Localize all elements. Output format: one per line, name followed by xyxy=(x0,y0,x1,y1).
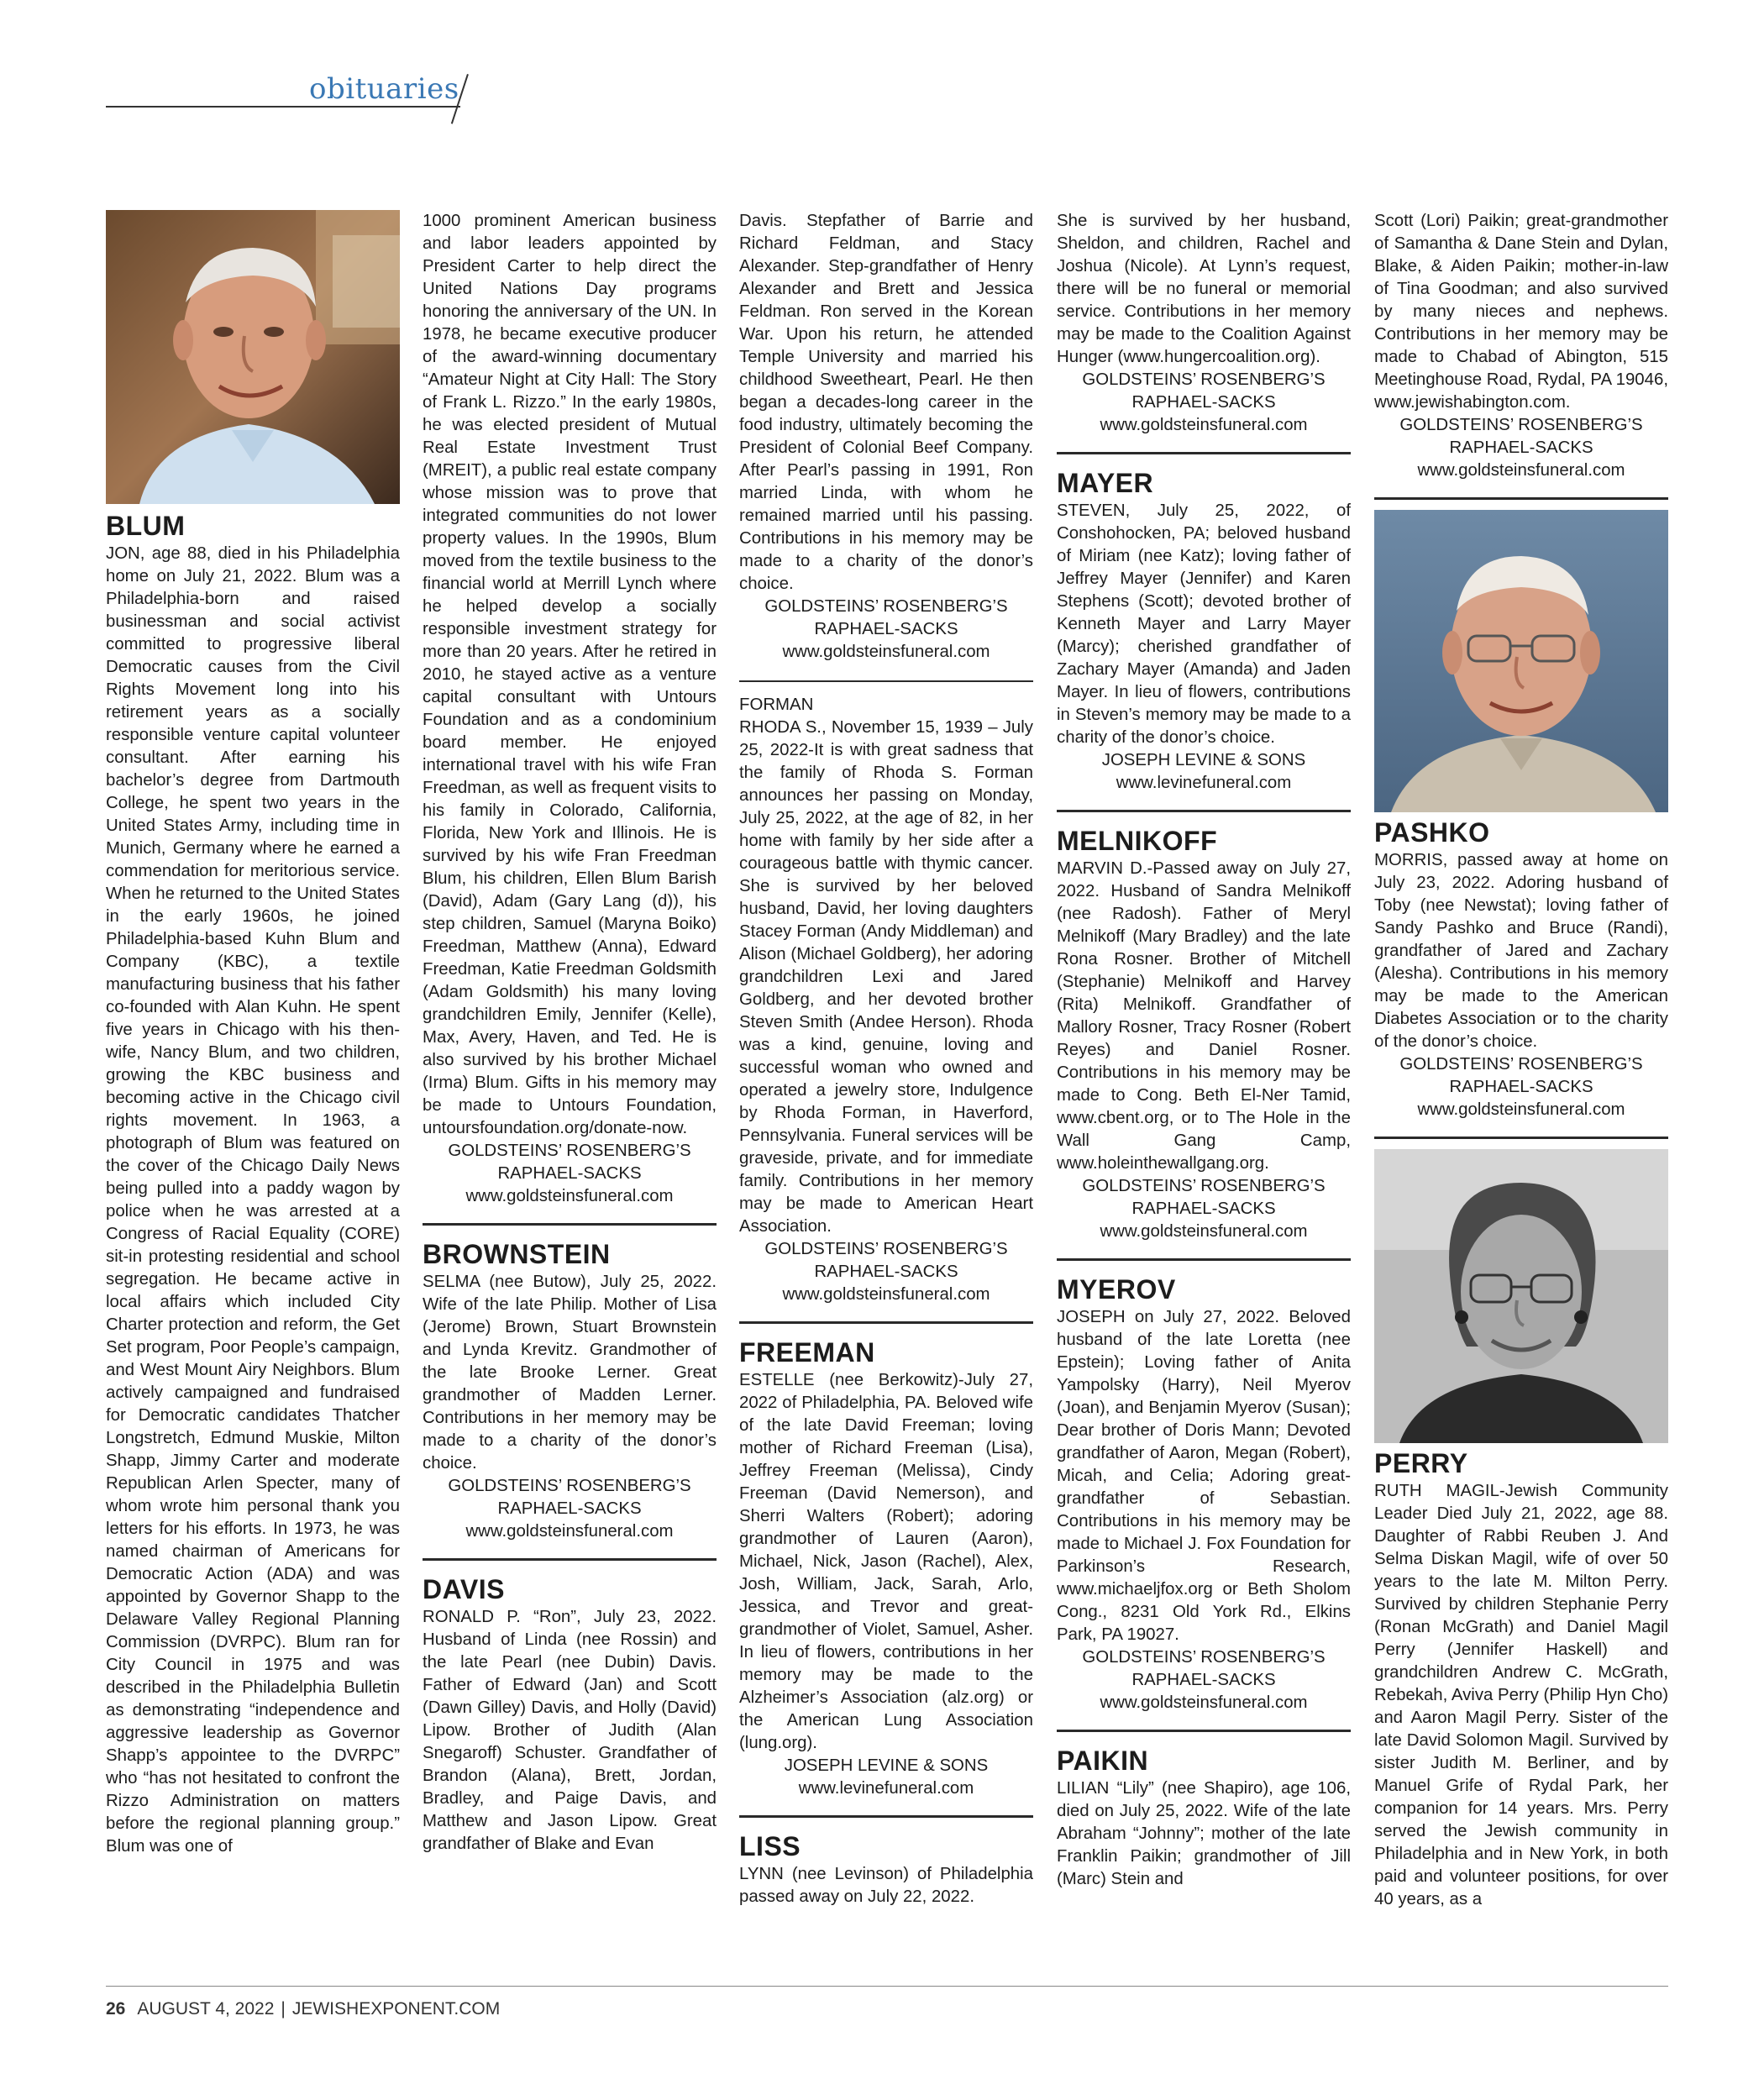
obit-divider xyxy=(1057,810,1351,812)
obit-text: JOSEPH on July 27, 2022. Beloved husband of the late Loretta (nee Epstein); Loving father of Anita Yampolsky (Harry), Neil Myerov (Joan), and Benjamin Myerov (Susan); Dear brother of Doris Mann; Devoted grandfather of Aaron, Megan (Robert), Micah, and Celia; Adoring great-grandfather of Sebastian. Contributions in his memory may be made to Michael J. Fox Foundation for Parkinson’s Research, www.michaeljfox.org or Beth Sholom Cong., 8231 Old York Rd., Elkins Park, PA 19027. xyxy=(1057,1308,1351,1644)
obit-paikin xyxy=(1057,1746,1351,1891)
perry-photo xyxy=(1374,1149,1668,1443)
obit-divider xyxy=(1374,497,1668,500)
column-1 xyxy=(106,210,400,1858)
obit-text: ESTELLE (nee Berkowitz)-July 27, 2022 of Philadelphia, PA. Beloved wife of the late David Freeman; loving mother of Richard Freeman (Lisa), Jeffrey Freeman (Melissa), Cindy Freeman (David Nemerson), and Sherri Walters (Robert); adoring grandmother of Lauren (Aaron), Michael, Nick, Jason (Rachel), Alex, Josh, William, Jack, Sarah, Arlo, Jessica, and Trevor and great-grandmother of Violet, Samuel, Asher. In lieu of flowers, contributions in her memory may be made to the Alzheimer’s Association (alz.org) or the American Lung Association (lung.org). xyxy=(739,1371,1033,1752)
obit-text: RHODA S., November 15, 1939 – July 25, 2022-It is with great sadness that the family of Rhoda S. Forman announces her passing on Monday, July 25, 2022, at the age of 82, in her home with family by her side after a courageous battle with thymic cancer. She is survived by her beloved husband, David, her loving daughters Stacey Forman (Andy Middleman) and Alison (Michael Goldberg), her adoring grandchildren Lexi and Jared Goldberg, and her devoted brother Steven Smith (Andee Herson). Rhoda was a kind, genuine, loving and successful woman who owned and operated a jewelry store, Indulgence by Rhoda Forman, in Haverford, Pennsylvania. Funeral services will be graveside, private, and for immediate family. Contributions in her memory may be made to American Heart Association. xyxy=(739,718,1033,1236)
funeral-home: RAPHAEL-SACKS xyxy=(1131,1671,1276,1689)
obit-mayer xyxy=(1057,468,1351,795)
site-link[interactable]: JEWISHEXPONENT.COM xyxy=(291,1999,501,2019)
obit-melnikoff xyxy=(1057,826,1351,1243)
obit-davis xyxy=(423,1574,717,1856)
funeral-home: JOSEPH LEVINE & SONS xyxy=(784,1756,989,1775)
funeral-home: JOSEPH LEVINE & SONS xyxy=(1101,751,1306,769)
funeral-home: RAPHAEL-SACKS xyxy=(497,1164,642,1183)
obit-divider xyxy=(423,1223,717,1226)
funeral-home-url[interactable]: www.goldsteinsfuneral.com xyxy=(782,643,990,661)
column-3 xyxy=(739,210,1033,1908)
issue-date: AUGUST 4, 2022 xyxy=(137,1999,275,2019)
obit-text: MORRIS, passed away at home on July 23, 2022. Adoring husband of Toby (nee Newstat); loving father of Sandy Pashko and Bruce (Randi), grandfather of Jared and Zachary (Alesha). Contributions in his memory may be made to the American Diabetes Association or to the charity of the donor’s choice. xyxy=(1374,851,1668,1051)
obit-divider xyxy=(1057,1730,1351,1732)
funeral-home-url[interactable]: www.goldsteinsfuneral.com xyxy=(1100,1222,1308,1241)
page-footer xyxy=(106,1999,500,2019)
funeral-home: GOLDSTEINS’ ROSENBERG’S xyxy=(1399,1055,1643,1074)
obit-text-continued: Scott (Lori) Paikin; great-grandmother of Samantha & Dane Stein and Dylan, Blake, & Aiden Paikin; mother-in-law of Tina Goodman; and also survived by many nieces and nephews. Contributions in her memory may be made to Chabad of Abington, 515 Meetinghouse Road, Rydal, PA 19046, www.jewishabington.com. xyxy=(1374,212,1668,412)
obit-liss xyxy=(739,1831,1033,1908)
obit-divider xyxy=(423,1558,717,1561)
footer-separator: | xyxy=(281,1999,286,2019)
page-number: 26 xyxy=(106,1999,126,2019)
funeral-home-url[interactable]: www.goldsteinsfuneral.com xyxy=(1417,461,1625,480)
funeral-home: GOLDSTEINS’ ROSENBERG’S xyxy=(448,1477,691,1495)
obit-text: STEVEN, July 25, 2022, of Conshohocken, PA; beloved husband of Miriam (nee Katz); loving father of Jeffrey Mayer (Jennifer) and Karen Stephens (Scott); devoted brother of Kenneth Mayer and Larry Mayer (Marcy); cherished grandfather of Zachary Mayer (Amanda) and Jaden Mayer. In lieu of flowers, contributions in Steven’s memory may be made to a charity of the donor’s choice. xyxy=(1057,501,1351,747)
obit-divider xyxy=(739,680,1033,682)
obit-divider xyxy=(1057,1258,1351,1261)
obit-name: FREEMAN xyxy=(739,1337,875,1368)
obit-divider xyxy=(739,1815,1033,1818)
obit-name: LISS xyxy=(739,1831,801,1861)
obit-freeman xyxy=(739,1337,1033,1800)
pashko-photo xyxy=(1374,510,1668,812)
funeral-home-url[interactable]: www.goldsteinsfuneral.com xyxy=(1100,416,1308,434)
column-4 xyxy=(1057,210,1351,1891)
obit-name: BLUM xyxy=(106,511,186,541)
obit-myerov xyxy=(1057,1274,1351,1714)
funeral-home-url[interactable]: www.goldsteinsfuneral.com xyxy=(1100,1693,1308,1712)
header-rule xyxy=(106,106,460,108)
obit-name: MELNIKOFF xyxy=(1057,826,1218,856)
section-title: obituaries xyxy=(309,72,459,106)
obit-blum xyxy=(106,511,400,1858)
obit-text: RUTH MAGIL-Jewish Community Leader Died July 21, 2022, age 88. Daughter of Rabbi Reuben J. And Selma Diskan Magil, wife of over 50 years to the late M. Milton Perry. Survived by children Stephanie Perry (Ronan McGrath) and Daniel Magil Perry (Jennifer Haskell) and grandchildren Andrew C. McGrath, Rebekah, Aviva Perry (Philip Hyn Cho) and Aaron Magil Perry. Sister of the late David Solomon Magil. Survived by sister Judith M. Berliner, and by Manuel Grife of Rydal Park, her companion for 14 years. Mrs. Perry served the Jewish community in Philadelphia and in New York, in both paid and volunteer positions, for over 40 years, as a xyxy=(1374,1482,1668,1908)
obit-name: PAIKIN xyxy=(1057,1746,1149,1776)
obit-text: JON, age 88, died in his Philadelphia home on July 21, 2022. Blum was a Philadelphia-born and raised businessman and social activist committed to progressive liberal Democratic causes from the Civil Rights Movement long into his retirement years as a socially responsible venture capital volunteer consultant. After earning his bachelor’s degree from Dartmouth College, he spent two years in the United States Army, including time in Munich, Germany where he earned a commendation for meritorious service. When he returned to the United States in the early 1960s, he joined Philadelphia-based Kuhn Blum and Company (KBC), a textile manufacturing business that his father co-founded with Alan Kuhn. He spent five years in Chicago with his then-wife, Nancy Blum, and two children, growing the KBC business and becoming active in the Chicago civil rights movement. In 1963, a photograph of Blum was featured on the cover of the Chicago Daily News being pulled into a paddy wagon by police when he was arrested at a Congress of Racial Equality (CORE) sit-in protesting residential and school segregation. He became active in local affairs which included City Charter protection and reform, the Get Set program, Poor People’s campaign, and West Mount Airy Neighbors. Blum actively campaigned and fundraised for Democratic candidates Thatcher Longstretch, Edmund Muskie, Milton Shapp, Jimmy Carter and moderate Republican Arlen Specter, many of whom wrote him personal thank you letters for his efforts. In 1973, he was named chairman of Americans for Democratic Action (ADA) and was appointed by Governor Shapp to the Delaware Valley Regional Planning Commission (DVRPC). Blum ran for City Council in 1975 and was described in the Philadelphia Bulletin as demonstrating “independence and aggressive leadership as Governor Shapp’s appointee to the DVRPC” who “has not hesitated to confront the Rizzo Administration on matters before the regional planning group.” Blum was one of xyxy=(106,544,400,1856)
obit-name: MYEROV xyxy=(1057,1274,1176,1305)
obit-name: PERRY xyxy=(1374,1448,1468,1478)
funeral-home: GOLDSTEINS’ ROSENBERG’S xyxy=(1082,370,1326,389)
funeral-home-url[interactable]: www.levinefuneral.com xyxy=(798,1779,974,1798)
funeral-home: RAPHAEL-SACKS xyxy=(1131,393,1276,412)
obit-forman xyxy=(739,694,1033,1306)
blum-photo xyxy=(106,210,400,504)
funeral-home-url[interactable]: www.goldsteinsfuneral.com xyxy=(782,1285,990,1304)
funeral-home-url[interactable]: www.goldsteinsfuneral.com xyxy=(465,1522,674,1541)
obit-text-continued: Davis. Stepfather of Barrie and Richard Feldman, and Stacy Alexander. Step-grandfather of Henry Alexander and Brett and Jessica Feldman. Ron served in the Korean War. Upon his return, he attended Temple University and married his childhood Sweetheart, Pearl. He then began a decades-long career in the food industry, ultimately becoming the President of Colonial Beef Company. After Pearl’s passing in 1991, Ron married Linda, with whom he remained married until his passing. Contributions in his memory may be made to a charity of the donor’s choice. xyxy=(739,212,1033,593)
obit-divider xyxy=(1057,452,1351,454)
obit-perry xyxy=(1374,1448,1668,1911)
funeral-home: RAPHAEL-SACKS xyxy=(1449,1078,1593,1096)
obit-text: LILIAN “Lily” (nee Shapiro), age 106, died on July 25, 2022. Wife of the late Abraham “Johnny”; mother of the late Franklin Paikin; grandmother of Jill (Marc) Stein and xyxy=(1057,1779,1351,1888)
obit-text: SELMA (nee Butow), July 25, 2022. Wife of the late Philip. Mother of Lisa (Jerome) Brown, Stuart Brownstein and Lynda Krevitz. Grandmother of the late Brooke Lerner. Great grandmother of Madden Lerner. Contributions in her memory may be made to a charity of the donor’s choice. xyxy=(423,1273,717,1473)
obit-text-continued: 1000 prominent American business and labor leaders appointed by President Carter to help direct the United Nations Day programs honoring the anniversary of the UN. In 1978, he became executive producer of the award-winning documentary “Amateur Night at City Hall: The Story of Frank L. Rizzo.” In the early 1980s, he was elected president of Mutual Real Estate Investment Trust (MREIT), a public real estate company whose mission was to prove that integrated communities do not lower property values. In the 1990s, Blum moved from the textile business to the financial world at Merrill Lynch where he helped develop a socially responsible investment strategy for more than 20 years. After he retired in 2010, he stayed active as a venture capital consultant with Untours Foundation and as a condominium board member. He enjoyed international travel with his wife Fran Freedman, as well as frequent visits to his family in Colorado, California, Florida, New York and Illinois. He is survived by his wife Fran Freedman Blum, his children, Ellen Blum Barish (David), Adam (Gary Lang (d)), his step children, Samuel (Maryna Boiko) Freedman, Matthew (Anna), Edward Freedman, Katie Freedman Goldsmith (Adam Goldsmith) his many loving grandchildren Emily, Jennifer (Kelle), Max, Avery, Haven, and Ted. He is also survived by his brother Michael (Irma) Blum. Gifts in his memory may be made to Untours Foundation, untoursfoundation.org/donate-now. xyxy=(423,212,717,1137)
funeral-home: GOLDSTEINS’ ROSENBERG’S xyxy=(1082,1648,1326,1667)
obit-brownstein xyxy=(423,1239,717,1543)
funeral-home: RAPHAEL-SACKS xyxy=(1131,1200,1276,1218)
obit-name: FORMAN xyxy=(739,696,814,714)
obit-pashko xyxy=(1374,817,1668,1121)
funeral-home: GOLDSTEINS’ ROSENBERG’S xyxy=(1399,416,1643,434)
funeral-home: RAPHAEL-SACKS xyxy=(497,1499,642,1518)
section-header xyxy=(106,69,484,128)
obit-name: DAVIS xyxy=(423,1574,505,1604)
obit-text: MARVIN D.-Passed away on July 27, 2022. Husband of Sandra Melnikoff (nee Radosh). Father of Meryl Melnikoff (Mary Bradley) and the late Rona Rosner. Brother of Mitchell (Stephanie) Melnikoff and Harvey (Rita) Melnikoff. Grandfather of Mallory Rosner, Tracy Rosner (Robert Reyes) and Daniel Rosner. Contributions in his memory may be made to Cong. Beth El-Ner Tamid, www.cbent.org, or to The Hole in the Wall Gang Camp, www.holeinthewallgang.org. xyxy=(1057,859,1351,1173)
funeral-home-url[interactable]: www.levinefuneral.com xyxy=(1116,774,1292,792)
funeral-home: GOLDSTEINS’ ROSENBERG’S xyxy=(764,1240,1008,1258)
column-5 xyxy=(1374,210,1668,1911)
obit-name: BROWNSTEIN xyxy=(423,1239,611,1269)
obit-name: MAYER xyxy=(1057,468,1154,498)
obit-text: LYNN (nee Levinson) of Philadelphia passed away on July 22, 2022. xyxy=(739,1865,1033,1906)
funeral-home: GOLDSTEINS’ ROSENBERG’S xyxy=(764,597,1008,616)
funeral-home-url[interactable]: www.goldsteinsfuneral.com xyxy=(1417,1100,1625,1119)
funeral-home-url[interactable]: www.goldsteinsfuneral.com xyxy=(465,1187,674,1205)
funeral-home: GOLDSTEINS’ ROSENBERG’S xyxy=(1082,1177,1326,1195)
obit-text: RONALD P. “Ron”, July 23, 2022. Husband of Linda (nee Rossin) and the late Pearl (nee Dubin) Davis. Father of Edward (Jan) and Scott (Dawn Gilley) Davis, and Holly (David) Lipow. Brother of Judith (Alan Snegaroff) Schuster. Grandfather of Brandon (Alana), Brett, Jordan, Bradley, and Paige Davis, and Matthew and Jason Lipow. Great grandfather of Blake and Evan xyxy=(423,1608,717,1853)
column-2 xyxy=(423,210,717,1856)
obit-divider xyxy=(739,1321,1033,1324)
funeral-home: RAPHAEL-SACKS xyxy=(1449,438,1593,457)
obit-text-continued: She is survived by her husband, Sheldon, and children, Rachel and Joshua (Nicole). At Lynn’s request, there will be no funeral or memorial service. Contributions in her memory may be made to the Coalition Against Hunger (www.hungercoalition.org). xyxy=(1057,212,1351,366)
footer-rule xyxy=(106,1986,1668,1987)
obit-divider xyxy=(1374,1137,1668,1139)
obit-name: PASHKO xyxy=(1374,817,1490,848)
funeral-home: RAPHAEL-SACKS xyxy=(814,1263,958,1281)
funeral-home: GOLDSTEINS’ ROSENBERG’S xyxy=(448,1142,691,1160)
funeral-home: RAPHAEL-SACKS xyxy=(814,620,958,638)
